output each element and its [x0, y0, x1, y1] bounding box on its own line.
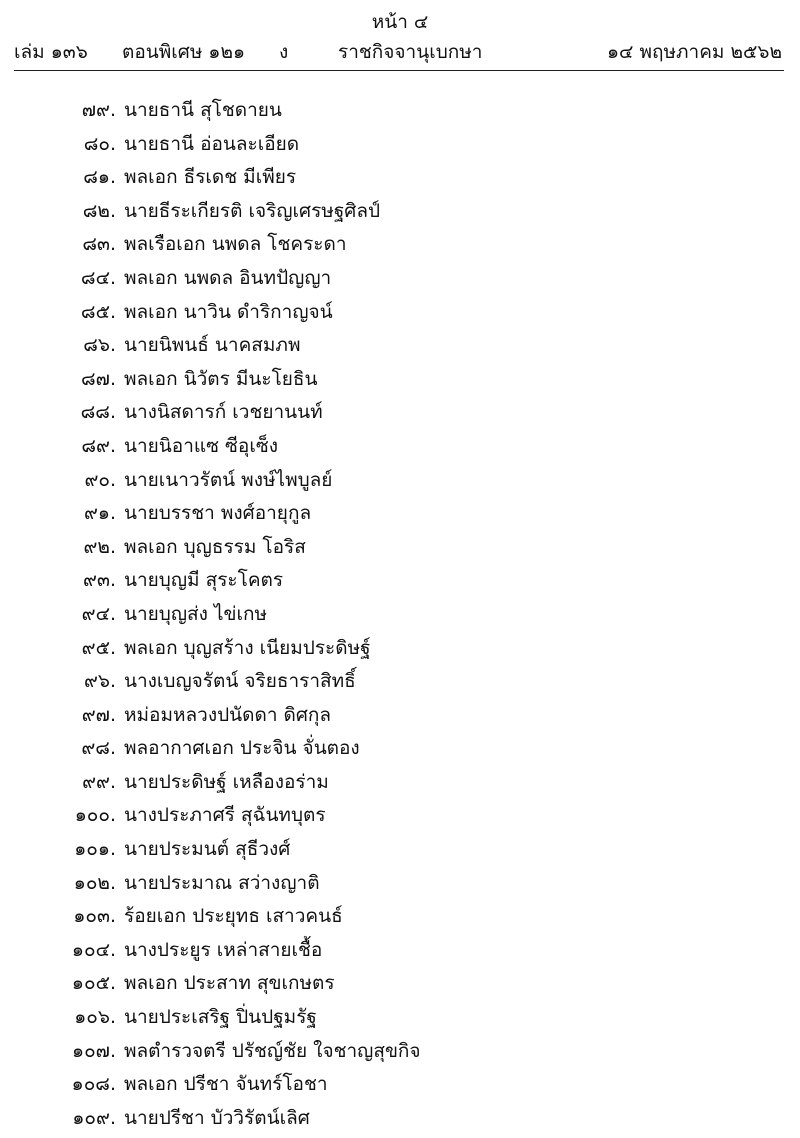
list-item: [0, 900, 800, 934]
entry-name: นายธานี อ่อนละเอียด: [124, 132, 300, 155]
entry-number: ๑๐๗.: [72, 1039, 116, 1062]
entry-name: นางเบญจรัตน์ จริยธาราสิทธิ์: [124, 670, 356, 693]
list-item: [0, 1068, 800, 1102]
header-section: ง: [279, 41, 289, 63]
entry-name: พลเอก บุญสร้าง เนียมประดิษฐ์: [124, 636, 371, 659]
list-item: [0, 262, 800, 296]
list-item: [0, 732, 800, 766]
entry-name: พลอากาศเอก ประจิน จั่นตอง: [124, 737, 360, 760]
list-item: [0, 128, 800, 162]
list-item: [0, 867, 800, 901]
entry-name: นายบุญมี สุระโคตร: [124, 569, 284, 592]
entry-number: ๑๐๔.: [71, 938, 116, 961]
list-item: [0, 228, 800, 262]
list-item: [0, 296, 800, 330]
entry-name: พลเอก นาวิน ดำริกาญจน์: [124, 300, 333, 323]
entry-name: นายนิพนธ์ นาคสมภพ: [124, 334, 301, 357]
entry-number: ๙๘.: [81, 737, 116, 760]
entry-number: ๘๒.: [82, 199, 116, 222]
entry-number: ๑๐๖.: [74, 1006, 116, 1029]
entry-number: ๘๗.: [81, 367, 116, 390]
entry-number: ๙๗.: [81, 703, 116, 726]
list-item: [0, 195, 800, 229]
list-item: [0, 329, 800, 363]
list-item: [0, 531, 800, 565]
entry-number: ๘๖.: [83, 334, 116, 357]
entry-number: ๑๐๙.: [72, 1106, 116, 1129]
list-item: [0, 699, 800, 733]
entry-name: พลเอก บุญธรรม โอริส: [124, 535, 306, 558]
entry-name: นายธานี สุโชดายน: [124, 99, 282, 121]
entry-number: ๙๑.: [83, 502, 116, 525]
entry-number: ๑๐๓.: [73, 905, 116, 928]
header-rule: [14, 70, 784, 71]
entry-number: ๙๙.: [82, 770, 116, 793]
entry-name: นางประยูร เหล่าสายเชื้อ: [124, 938, 323, 961]
entry-number: ๙๐.: [84, 468, 116, 491]
entry-name: นายบุญส่ง ไข่เกษ: [124, 602, 268, 625]
entry-number: ๘๘.: [80, 401, 116, 424]
entry-name: นายประเสริฐ ปิ่นปฐมรัฐ: [124, 1006, 317, 1029]
page-number: หน้า ๔: [371, 11, 429, 33]
entry-name: นายประมาณ สว่างญาติ: [124, 871, 320, 894]
entry-name: นายประดิษฐ์ เหลืองอร่าม: [124, 770, 329, 793]
list-item: [0, 632, 800, 666]
entry-number: ๙๕.: [81, 636, 116, 659]
list-item: [0, 833, 800, 867]
list-item: [0, 464, 800, 498]
entry-name: นางประภาศรี สุฉันทบุตร: [124, 804, 326, 827]
entry-name: นายนิอาแซ ซีอุเซ็ง: [124, 434, 279, 457]
entry-name: นายบรรชา พงศ์อายุกูล: [124, 502, 312, 525]
entry-name: นางนิสดารก์ เวชยานนท์: [124, 401, 323, 424]
entry-name: หม่อมหลวงปนัดดา ดิศกุล: [124, 703, 332, 726]
entry-name: นายเนาวรัตน์ พงษ์ไพบูลย์: [124, 468, 333, 491]
list-item: [0, 665, 800, 699]
entry-number: ๘๑.: [83, 166, 116, 189]
list-item: [0, 497, 800, 531]
entry-name: นายธีระเกียรติ เจริญเศรษฐศิลป์: [124, 199, 381, 222]
entry-number: ๘๓.: [82, 233, 116, 256]
entry-number: ๘๐.: [83, 132, 116, 155]
entry-number: ๙๒.: [83, 535, 116, 558]
entry-number: ๘๔.: [80, 266, 116, 289]
name-list: [0, 94, 800, 1135]
entry-name: พลเอก ประสาท สุขเกษตร: [124, 972, 335, 995]
list-item: [0, 363, 800, 397]
entry-name: ร้อยเอก ประยุทธ เสาวคนธ์: [124, 905, 343, 928]
list-item: [0, 94, 800, 128]
entry-number: ๙๓.: [83, 569, 116, 592]
entry-number: ๑๐๘.: [71, 1073, 116, 1096]
entry-number: ๘๕.: [80, 300, 116, 323]
entry-name: พลตำรวจตรี ปรัชญ์ชัย ใจชาญสุขกิจ: [124, 1039, 421, 1062]
list-item: [0, 396, 800, 430]
list-item: [0, 1001, 800, 1035]
entry-name: พลเอก นิวัตร มีนะโยธิน: [124, 367, 318, 390]
entry-number: ๙๖.: [83, 670, 116, 693]
entry-number: ๑๐๑.: [74, 838, 116, 861]
entry-name: นายประมนต์ สุธีวงศ์: [124, 838, 291, 861]
entry-number: ๙๔.: [81, 602, 116, 625]
header-gazette-title: ราชกิจจานุเบกษา: [338, 41, 483, 63]
list-item: [0, 598, 800, 632]
list-item: [0, 766, 800, 800]
header-volume: เล่ม ๑๓๖: [14, 41, 88, 63]
entry-name: พลเรือเอก นพดล โชคระดา: [124, 233, 347, 256]
entry-number: ๑๐๕.: [71, 972, 116, 995]
header-issue: ตอนพิเศษ ๑๒๑: [122, 41, 246, 63]
list-item: [0, 1035, 800, 1069]
list-item: [0, 564, 800, 598]
entry-number: ๑๐๒.: [73, 871, 116, 894]
list-item: [0, 430, 800, 464]
list-item: [0, 967, 800, 1001]
entry-number: ๑๐๐.: [74, 804, 116, 827]
entry-name: พลเอก ธีรเดช มีเพียร: [124, 166, 297, 189]
list-item: [0, 161, 800, 195]
entry-name: พลเอก ปรีชา จันทร์โอชา: [124, 1073, 328, 1096]
list-item: [0, 1102, 800, 1136]
entry-name: นายปรีชา บัววิรัตน์เลิศ: [124, 1106, 310, 1129]
entry-number: ๘๙.: [81, 434, 116, 457]
header-date: ๑๔ พฤษภาคม ๒๕๖๒: [607, 41, 782, 63]
entry-name: พลเอก นพดล อินทปัญญา: [124, 266, 332, 289]
list-item: [0, 934, 800, 968]
entry-number: ๗๙.: [81, 99, 116, 121]
list-item: [0, 799, 800, 833]
